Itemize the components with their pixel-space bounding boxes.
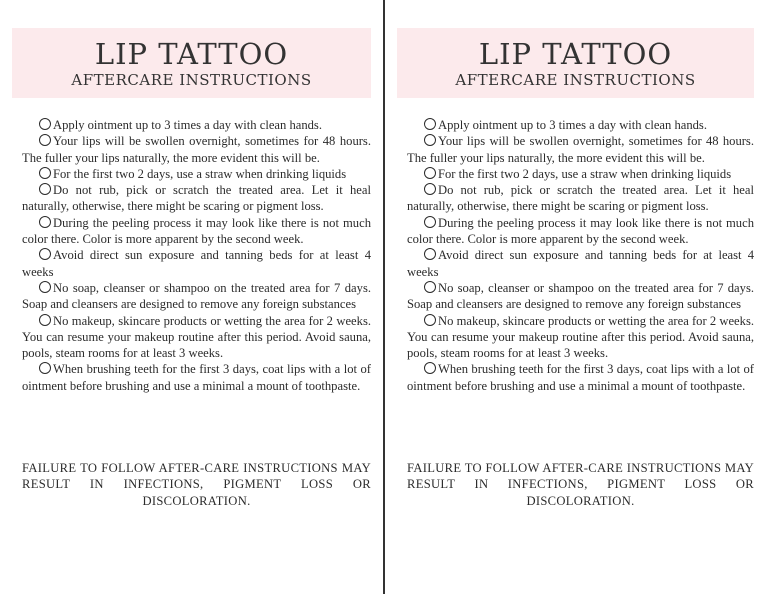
- instruction-item: [22, 313, 371, 362]
- card-divider: [383, 0, 385, 594]
- circle-bullet-icon: [424, 362, 436, 374]
- instruction-item: [407, 280, 754, 313]
- circle-bullet-icon: [39, 362, 51, 374]
- instruction-text: When brushing teeth for the first 3 days, coat lips with a lot of ointment before brushing and use a minimal a mount of toothpaste.: [22, 362, 371, 393]
- circle-bullet-icon: [424, 118, 436, 130]
- instruction-item: [407, 313, 754, 362]
- warning-text: FAILURE TO FOLLOW AFTER-CARE INSTRUCTIONS MAY RESULT IN INFECTIONS, PIGMENT LOSS OR DISCOLORATION.: [22, 461, 371, 508]
- instruction-item: [407, 247, 754, 280]
- instruction-text: During the peeling process it may look like there is not much color there. Color is more apparent by the second week.: [407, 215, 754, 247]
- instruction-text: Your lips will be swollen overnight, sometimes for 48 hours. The fuller your lips naturally, the more evident this will be.: [22, 134, 371, 165]
- card-subtitle: AFTERCARE INSTRUCTIONS: [71, 71, 312, 89]
- instruction-item: [22, 280, 371, 313]
- circle-bullet-icon: [424, 183, 436, 195]
- instruction-text: Do not rub, pick or scratch the treated area. Let it heal naturally, otherwise, there might be scaring or pigment loss.: [407, 183, 754, 214]
- instruction-text: Avoid direct sun exposure and tanning beds for at least 4 weeks: [22, 248, 371, 279]
- instruction-text: For the first two 2 days, use a straw when drinking liquids: [53, 166, 347, 181]
- instruction-text: Apply ointment up to 3 times a day with clean hands.: [53, 118, 322, 132]
- circle-bullet-icon: [424, 134, 436, 146]
- instruction-text: Do not rub, pick or scratch the treated area. Let it heal naturally, otherwise, there might be scaring or pigment loss.: [22, 183, 371, 214]
- circle-bullet-icon: [39, 183, 51, 195]
- circle-bullet-icon: [424, 167, 436, 179]
- instructions-list: [22, 117, 371, 394]
- circle-bullet-icon: [39, 118, 51, 130]
- instruction-item: [22, 182, 371, 215]
- circle-bullet-icon: [39, 248, 51, 260]
- instruction-item: [407, 133, 754, 166]
- instruction-text: No makeup, skincare products or wetting the area for 2 weeks. You can resume your makeup routine after this period. Avoid sauna, pools, steam rooms for at least 3 weeks.: [407, 313, 754, 361]
- circle-bullet-icon: [39, 134, 51, 146]
- instruction-item: [22, 117, 371, 133]
- card-title: LIP TATTOO: [94, 37, 289, 71]
- circle-bullet-icon: [39, 314, 51, 326]
- title-banner: [397, 28, 754, 98]
- aftercare-card-right: [397, 0, 754, 594]
- instruction-item: [22, 361, 371, 394]
- instruction-item: [22, 215, 371, 248]
- instruction-item: [407, 182, 754, 215]
- instruction-item: [22, 166, 371, 182]
- instruction-text: No soap, cleanser or shampoo on the treated area for 7 days. Soap and cleansers are designed to remove any foreign substances: [22, 280, 371, 312]
- instruction-item: [407, 361, 754, 394]
- instructions-list: [407, 117, 754, 394]
- instruction-text: No soap, cleanser or shampoo on the treated area for 7 days. Soap and cleansers are designed to remove any foreign substances: [407, 280, 754, 312]
- warning-text: FAILURE TO FOLLOW AFTER-CARE INSTRUCTIONS MAY RESULT IN INFECTIONS, PIGMENT LOSS OR DISCOLORATION.: [407, 461, 754, 508]
- title-banner: [12, 28, 371, 98]
- instruction-item: [22, 133, 371, 166]
- aftercare-card-left: [12, 0, 371, 594]
- instruction-text: During the peeling process it may look like there is not much color there. Color is more apparent by the second week.: [22, 215, 371, 247]
- circle-bullet-icon: [39, 216, 51, 228]
- instruction-item: [407, 166, 754, 182]
- instruction-text: When brushing teeth for the first 3 days, coat lips with a lot of ointment before brushing and use a minimal a mount of toothpaste.: [407, 362, 754, 393]
- card-title: LIP TATTOO: [478, 37, 673, 71]
- circle-bullet-icon: [424, 281, 436, 293]
- circle-bullet-icon: [39, 281, 51, 293]
- instruction-item: [407, 117, 754, 133]
- instruction-text: Avoid direct sun exposure and tanning beds for at least 4 weeks: [407, 248, 754, 279]
- card-subtitle: AFTERCARE INSTRUCTIONS: [455, 71, 696, 89]
- instruction-item: [407, 215, 754, 248]
- circle-bullet-icon: [424, 248, 436, 260]
- instruction-item: [22, 247, 371, 280]
- circle-bullet-icon: [424, 314, 436, 326]
- circle-bullet-icon: [39, 167, 51, 179]
- circle-bullet-icon: [424, 216, 436, 228]
- instruction-text: Your lips will be swollen overnight, sometimes for 48 hours. The fuller your lips naturally, the more evident this will be.: [407, 134, 754, 165]
- instruction-text: For the first two 2 days, use a straw when drinking liquids: [438, 166, 732, 181]
- instruction-text: No makeup, skincare products or wetting the area for 2 weeks. You can resume your makeup routine after this period. Avoid sauna, pools, steam rooms for at least 3 weeks.: [22, 313, 371, 361]
- instruction-text: Apply ointment up to 3 times a day with clean hands.: [438, 118, 707, 132]
